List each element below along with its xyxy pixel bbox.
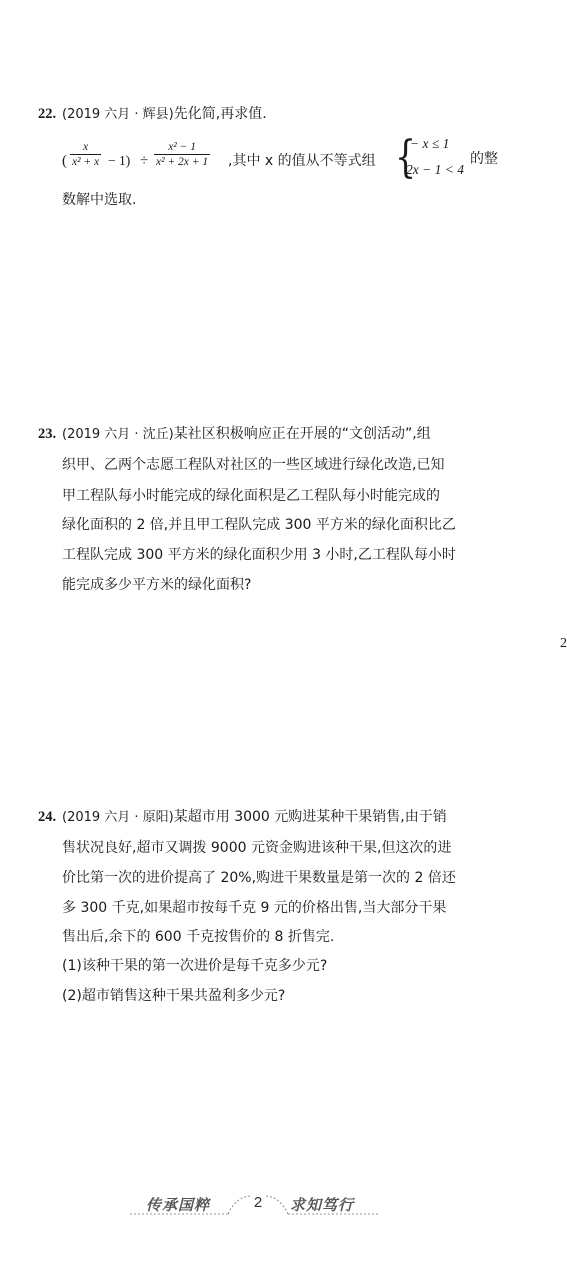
minus-one: − 1) [108, 153, 131, 168]
footer-left-slogan: 传承国粹 [146, 1196, 211, 1214]
fraction-2-numerator: x² − 1 [154, 140, 210, 155]
q24-number: 24. [38, 809, 57, 825]
page-number: 2 [253, 1194, 263, 1211]
q24-source: (2019 六月 · 原阳) [62, 810, 174, 825]
q22-prompt: 先化简,再求值. [173, 106, 267, 122]
divide-sign: ÷ [140, 153, 149, 169]
q22-line3-text: 数解中选取. [62, 192, 137, 208]
system-brace: { [395, 132, 416, 183]
q24-text-5: 售出后,余下的 600 千克按售价的 8 折售完. [62, 929, 335, 945]
q23-text-5: 工程队完成 300 平方米的绿化面积少用 3 小时,乙工程队每小时 [62, 547, 456, 563]
footer-ornament [0, 1194, 567, 1218]
q24-text-7: (2)超市销售这种干果共盈利多少元? [62, 988, 286, 1004]
q24-text-1: 某超市用 3000 元购进某种干果销售,由于销 [173, 809, 447, 825]
q22-tail: 的整 [470, 151, 498, 167]
q23-text-6: 能完成多少平方米的绿化面积? [62, 577, 252, 593]
fraction-2 [154, 140, 210, 169]
margin-mark: 2 [560, 636, 567, 651]
q23-text-3: 甲工程队每小时能完成的绿化面积是乙工程队每小时能完成的 [62, 488, 440, 504]
q22-header [62, 104, 267, 125]
q23-line-2 [62, 455, 444, 475]
q22-number: 22. [38, 106, 57, 122]
q23-line-6 [62, 575, 251, 595]
q24-line-4 [62, 898, 446, 918]
q23-line-4 [62, 515, 456, 535]
q23-text-4: 绿化面积的 2 倍,并且甲工程队完成 300 平方米的绿化面积比乙 [62, 517, 456, 533]
q23-number: 23. [38, 426, 57, 442]
q24-text-6: (1)该种干果的第一次进价是每千克多少元? [62, 958, 328, 974]
page-footer [0, 1194, 567, 1218]
q24-text-4: 多 300 千克,如果超市按每千克 9 元的价格出售,当大部分干果 [62, 900, 447, 916]
q24-text-3: 价比第一次的进价提高了 20%,购进干果数量是第一次的 2 倍还 [62, 870, 456, 886]
q24-line-1 [62, 807, 447, 828]
q22-line3 [62, 190, 136, 210]
fraction-1 [70, 140, 101, 169]
q22-source: (2019 六月 · 辉县) [62, 107, 174, 122]
inequality-1: − x ≤ 1 [410, 136, 450, 151]
q24-text-2: 售状况良好,超市又调拨 9000 元资金购进该种干果,但这次的进 [62, 840, 452, 856]
q24-line-3 [62, 868, 456, 888]
footer-right-slogan: 求知笃行 [290, 1196, 355, 1214]
q23-line-1 [62, 424, 431, 445]
q24-line-5 [62, 927, 334, 947]
q24-line-2 [62, 838, 451, 858]
q23-line-3 [62, 486, 440, 506]
q22-condition: ,其中 x 的值从不等式组 [228, 153, 376, 169]
q24-subq-2 [62, 986, 285, 1006]
fraction-1-numerator: x [70, 140, 101, 155]
fraction-2-denominator: x² + 2x + 1 [156, 156, 209, 168]
q23-source: (2019 六月 · 沈丘) [62, 427, 174, 442]
q23-text-1: 某社区积极响应正在开展的“文创活动”,组 [173, 426, 431, 442]
q23-text-2: 织甲、乙两个志愿工程队对社区的一些区域进行绿化改造,已知 [62, 457, 445, 473]
q23-line-5 [62, 545, 456, 565]
open-paren: ( [62, 153, 67, 169]
inequality-2: 2x − 1 < 4 [406, 162, 464, 177]
fraction-1-denominator: x² + x [72, 156, 100, 168]
q24-subq-1 [62, 956, 327, 976]
